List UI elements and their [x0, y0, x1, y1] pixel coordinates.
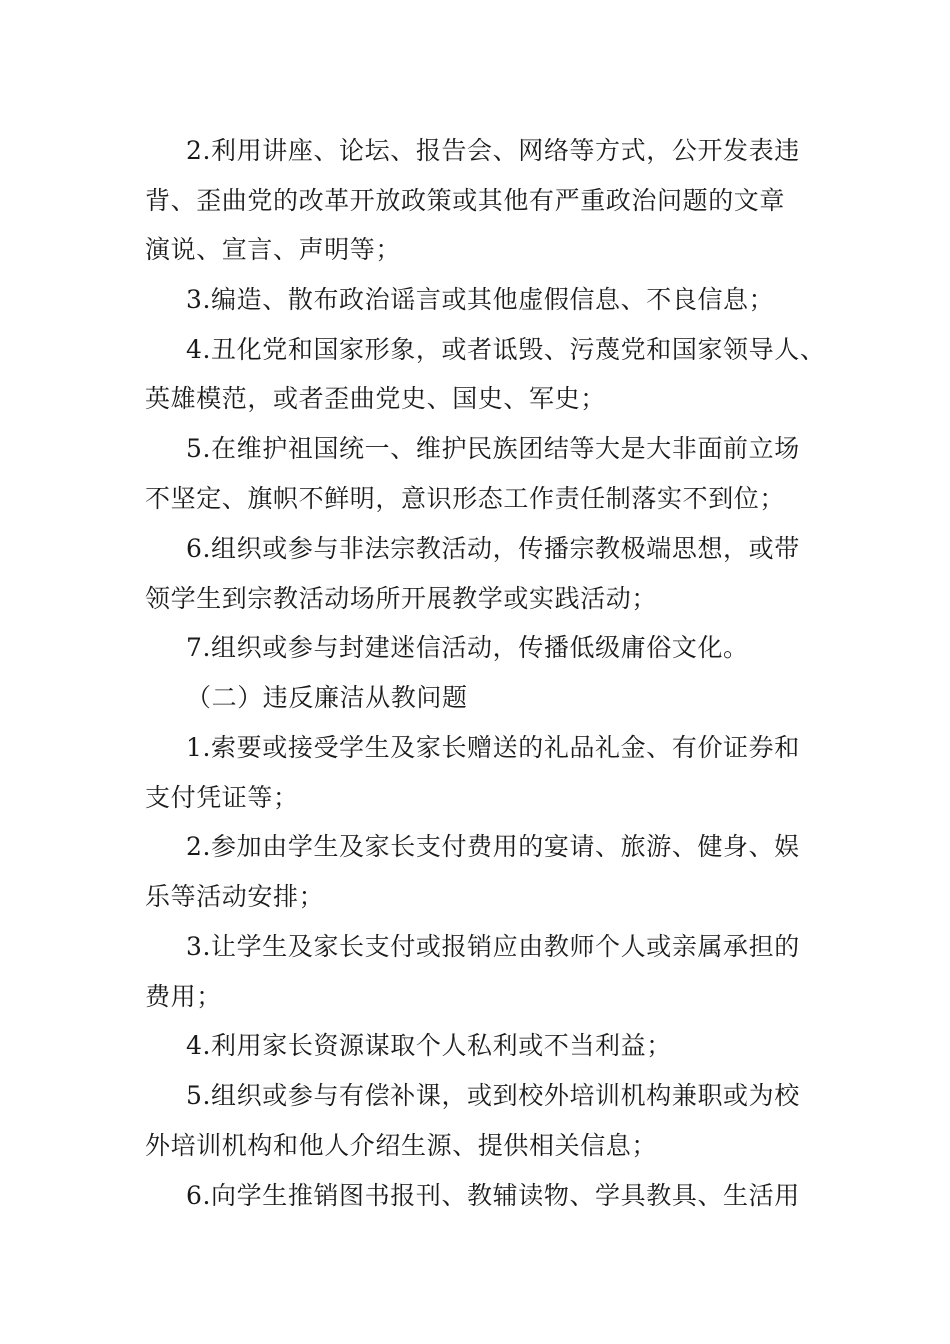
- paragraph-line: 6.组织或参与非法宗教活动，传播宗教极端思想，或带: [186, 534, 800, 563]
- paragraph-line: 3.让学生及家长支付或报销应由教师个人或亲属承担的: [186, 932, 800, 961]
- paragraph-line: 4.利用家长资源谋取个人私利或不当利益；: [186, 1031, 672, 1060]
- paragraph-line: 7.组织或参与封建迷信活动，传播低级庸俗文化。: [186, 633, 749, 662]
- section-heading: （二）违反廉洁从教问题: [186, 683, 468, 712]
- paragraph-line: 费用；: [145, 982, 222, 1011]
- paragraph-line: 外培训机构和他人介绍生源、提供相关信息；: [145, 1131, 658, 1160]
- paragraph-line: 5.组织或参与有偿补课，或到校外培训机构兼职或为校: [186, 1081, 800, 1110]
- paragraph-line: 不坚定、旗帜不鲜明，意识形态工作责任制落实不到位；: [145, 484, 786, 513]
- paragraph-line: 4.丑化党和国家形象，或者诋毁、污蔑党和国家领导人、: [186, 335, 826, 364]
- paragraph-line: 背、歪曲党的改革开放政策或其他有严重政治问题的文章: [145, 186, 786, 215]
- paragraph-line: 6.向学生推销图书报刊、教辅读物、学具教具、生活用: [186, 1181, 800, 1210]
- paragraph-line: 5.在维护祖国统一、维护民族团结等大是大非面前立场: [186, 434, 800, 463]
- paragraph-line: 乐等活动安排；: [145, 882, 325, 911]
- paragraph-line: 2.利用讲座、论坛、报告会、网络等方式，公开发表违: [186, 136, 800, 165]
- paragraph-line: 2.参加由学生及家长支付费用的宴请、旅游、健身、娱: [186, 832, 800, 861]
- paragraph-line: 领学生到宗教活动场所开展教学或实践活动；: [145, 584, 658, 613]
- paragraph-line: 演说、宣言、声明等；: [145, 235, 402, 264]
- paragraph-line: 支付凭证等；: [145, 783, 299, 812]
- paragraph-line: 英雄模范，或者歪曲党史、国史、军史；: [145, 384, 606, 413]
- paragraph-line: 1.索要或接受学生及家长赠送的礼品礼金、有价证券和: [186, 733, 800, 762]
- paragraph-line: 3.编造、散布政治谣言或其他虚假信息、不良信息；: [186, 285, 775, 314]
